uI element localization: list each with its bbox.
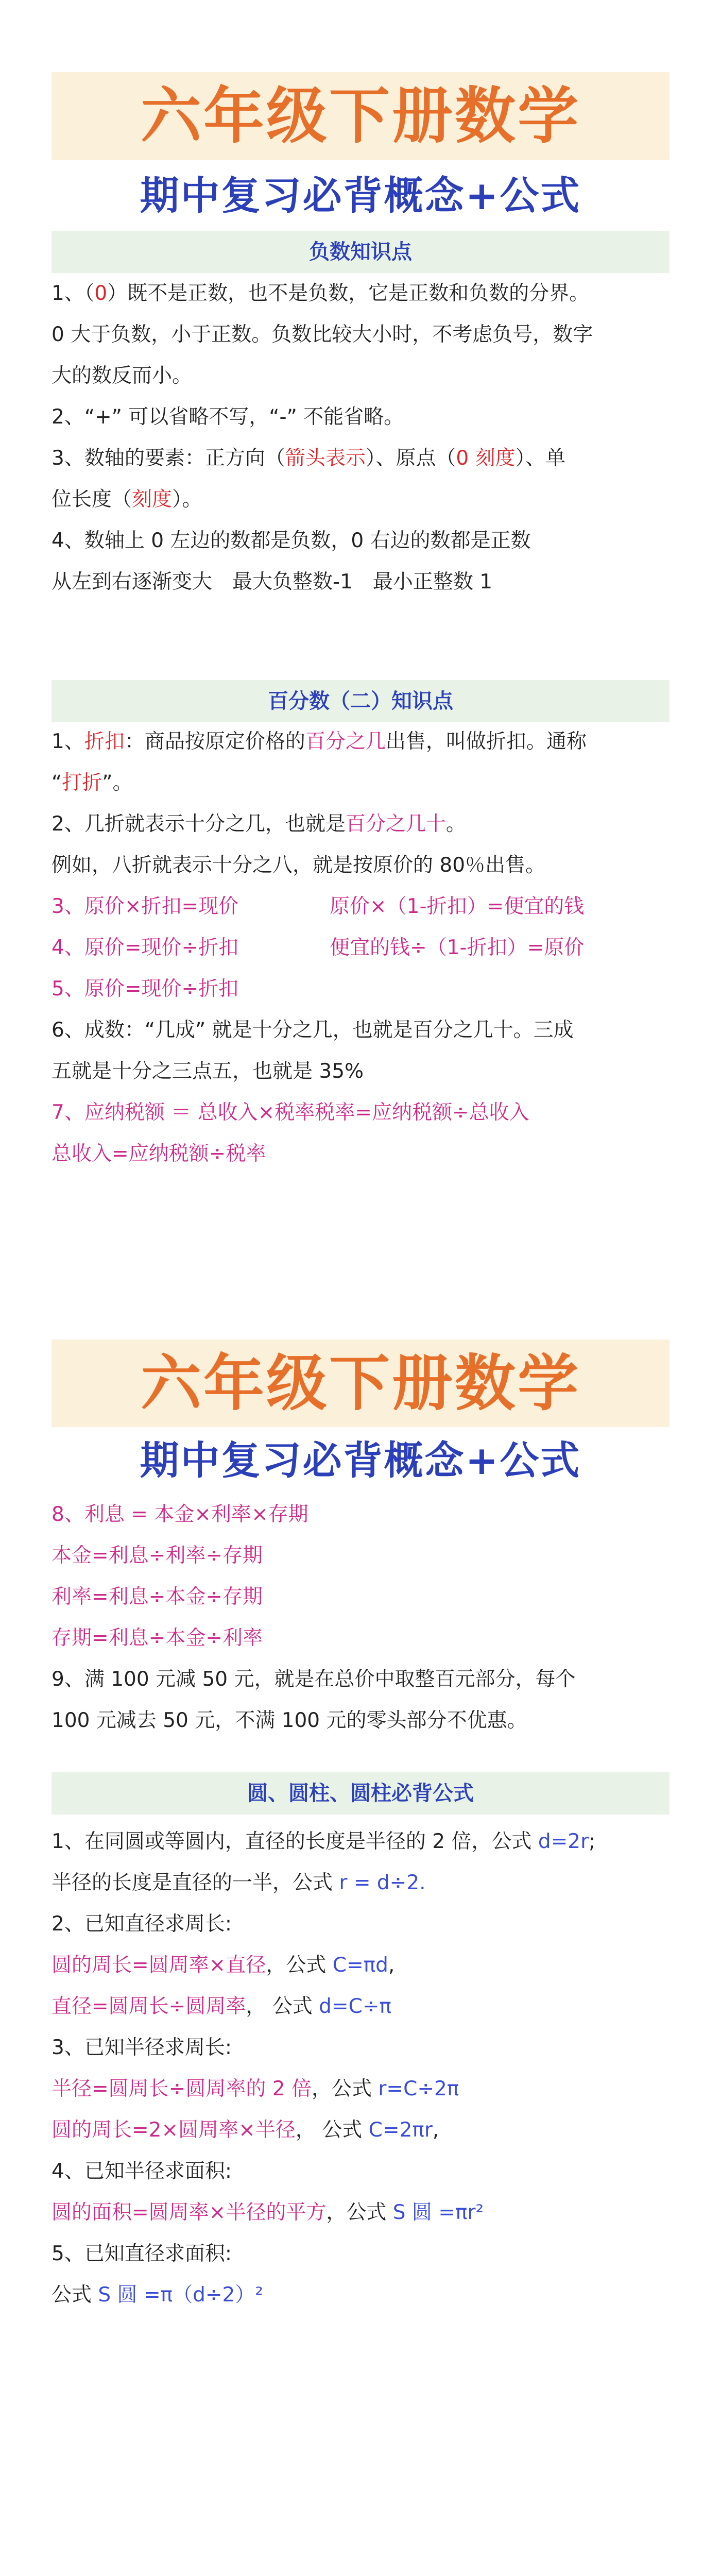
circle-content: [52, 1821, 680, 2316]
text-line: 100 元减去 50 元，不满 100 元的零头部分不优惠。: [52, 1709, 527, 1732]
text-line: 1、（0）既不是正数，也不是负数，它是正数和负数的分界。: [52, 282, 590, 305]
text-line: 7、应纳税额 ＝ 总收入×税率税率=应纳税额÷总收入: [52, 1101, 529, 1124]
text-line: 总收入=应纳税额÷税率: [52, 1142, 266, 1165]
text-line: 4、数轴上 0 左边的数都是负数，0 右边的数都是正数: [52, 529, 531, 552]
text-line: 圆的周长=2×圆周率×半径， 公式 C=2πr,: [52, 2119, 439, 2142]
text-line: 5、原价=现价÷折扣: [52, 977, 239, 1001]
text-line: 2、已知直径求周长:: [52, 1912, 232, 1936]
text-line: “打折”。: [52, 771, 133, 794]
text-line: 0 大于负数，小于正数。负数比较大小时，不考虑负号，数字: [52, 323, 593, 346]
text-line: 半径的长度是直径的一半，公式 r = d÷2.: [52, 1871, 426, 1894]
text-line: 大的数反而小。: [52, 364, 193, 387]
text-line: 从左到右逐渐变大 最大负整数-1 最小正整数 1: [52, 570, 493, 594]
text-line: 直径=圆周长÷圆周率， 公式 d=C÷π: [52, 1995, 391, 2018]
negative-content: [52, 273, 680, 603]
text-line: 圆的周长=圆周率×直径，公式 C=πd,: [52, 1954, 395, 1977]
text-line: 半径=圆周长÷圆周率的 2 倍，公式 r=C÷2π: [52, 2077, 459, 2100]
text-line: 3、已知半径求周长:: [52, 2036, 232, 2059]
text-line: 5、已知直径求面积:: [52, 2242, 232, 2265]
text-line: 五就是十分之三点五，也就是 35%: [52, 1060, 364, 1083]
section-header-circle: 圆、圆柱、圆柱必背公式: [52, 1772, 670, 1815]
text-line: 6、成数：“几成” 就是十分之几，也就是百分之几十。三成: [52, 1019, 574, 1042]
section-header-percent: 百分数（二）知识点: [52, 680, 670, 722]
banner-title: 六年级下册数学: [52, 72, 670, 160]
text-line: 2、几折就表示十分之几，也就是百分之几十。: [52, 812, 466, 836]
text-line: 1、折扣：商品按原定价格的百分之几出售，叫做折扣。通称: [52, 730, 587, 753]
text-line: 4、原价=现价÷折扣 便宜的钱÷（1-折扣）=原价: [52, 936, 585, 959]
text-line: 本金=利息÷利率÷存期: [52, 1544, 263, 1567]
text-line: 利率=利息÷本金÷存期: [52, 1585, 263, 1608]
banner-title: 六年级下册数学: [52, 1340, 670, 1427]
text-line: 8、利息 = 本金×利率×存期: [52, 1503, 308, 1526]
banner-subtitle: 期中复习必背概念+公式: [140, 173, 581, 218]
text-line: 圆的面积=圆周率×半径的平方，公式 S 圆 =πr²: [52, 2201, 484, 2224]
text-line: 存期=利息÷本金÷利率: [52, 1626, 263, 1650]
text-line: 3、原价×折扣=现价 原价×（1-折扣）=便宜的钱: [52, 895, 585, 918]
text-line: 4、已知半径求面积:: [52, 2160, 232, 2183]
text-line: 9、满 100 元减 50 元，就是在总价中取整百元部分，每个: [52, 1668, 576, 1691]
text-line: 1、在同圆或等圆内，直径的长度是半径的 2 倍，公式 d=2r;: [52, 1830, 596, 1853]
percent-content: [52, 721, 680, 1175]
text-line: 3、数轴的要素：正方向（箭头表示）、原点（0 刻度）、单: [52, 447, 566, 470]
banner-subtitle: 期中复习必背概念+公式: [140, 1437, 581, 1483]
interest-content: [52, 1494, 680, 1741]
section-header-negative: 负数知识点: [52, 231, 670, 273]
text-line: 公式 S 圆 =π（d÷2）²: [52, 2283, 263, 2307]
text-line: 位长度（刻度）。: [52, 488, 202, 511]
text-line: 2、“+” 可以省略不写，“-” 不能省略。: [52, 405, 404, 429]
text-line: 例如，八折就表示十分之八，就是按原价的 80％出售。: [52, 854, 546, 877]
